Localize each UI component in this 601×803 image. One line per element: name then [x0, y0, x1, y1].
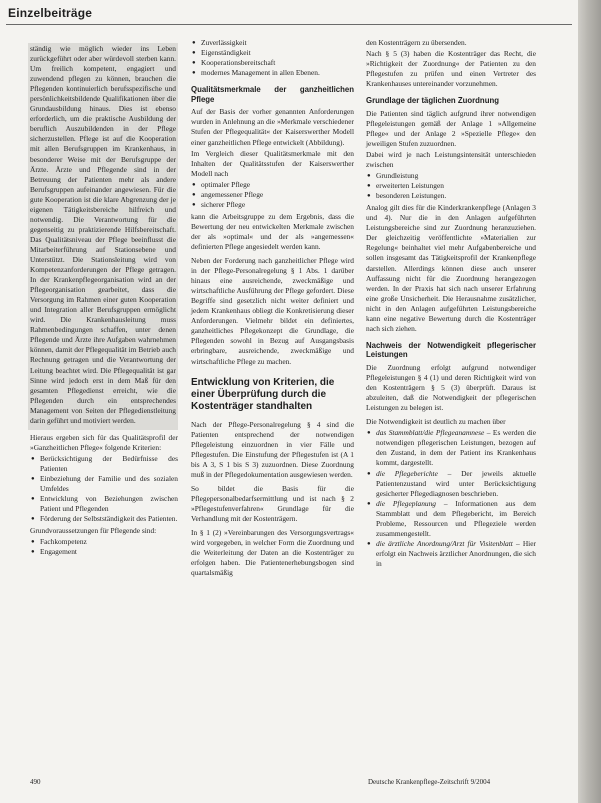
list-item: ● Zuverlässigkeit [201, 38, 354, 48]
list-item: ● Einbeziehung der Familie und des sozialen Umfeldes [40, 474, 178, 494]
item-text: – Der jeweils aktuelle Patientenzustand wird unter Berücksichtigung gesicherter Pflegediagnosen beschrieben. [376, 468, 536, 498]
item-text: – Hier erfolgt ein Nachweis ärztlicher Anordnungen, die sich in [376, 538, 536, 568]
list-item: ● Engagement [40, 547, 178, 557]
article-subheading: Entwicklung von Kriterien, die einer Überprüfung durch die Kostenträger standhalten [191, 376, 335, 413]
paragraph: Nach § 5 (3) haben die Kostenträger das Recht, die »Richtigkeit der Zuordnung« der Patienten zu den Pflegestufen zu prüfen und einen Vertreter des Krankenhauses untereinander vorzunehmen. [366, 49, 536, 89]
paragraph: Die Patienten sind täglich aufgrund ihrer notwendigen Pflegeleistungen gemäß der Anlage 1 »Allgemeine Pflege« und der Anlage 2 »Spezielle Pflege« den jeweiligen Stufen zuzuordnen. [366, 108, 536, 148]
paragraph: Neben der Forderung nach ganzheitlicher Pflege wird in der Pflege-Personalregelung § 1 Abs. 1 darüber hinaus eine ausreichende, zweckmäßige und wirtschaftliche Ausführung der Pflege gefordert. Diese Begriffe sind gesetzlich nicht weiter definiert und jedem Krankenhaus obliegt die Konkretisierung dieser Anforderungen. Vielmehr bildet ein definiertes, ganzheitliches Pflegekonzept die Grundlage, die Pflegenden sowohl in Bezug auf Ausgangsbasis erbringbare, ausreichende, zweckmäßige und wirtschaftliche Pflege zu machen. [191, 256, 354, 366]
list-item: ● angemessener Pflege [201, 190, 354, 200]
list-item [376, 539, 536, 569]
item-term: die Pflegeplanung [376, 498, 436, 508]
section-heading: Grundlage der täglichen Zuordnung [366, 96, 499, 106]
prereq-intro: Grundvoraussetzungen für Pflegende sind: [30, 526, 157, 536]
list-item [376, 499, 536, 539]
paragraph: Die Zuordnung erfolgt aufgrund notwendiger Pflegeleistungen § 4 (1) und deren Richtigkeit wird von den Kostenträgern § 5 (3) überprüft. Daraus ist abzuleiten, daß die Notwendigkeit der pflegerischen Leistungen zu belegen ist. [366, 363, 536, 413]
list-item: ● Entwicklung von Beziehungen zwischen Patient und Pflegenden [40, 494, 178, 514]
care-levels-list [191, 180, 354, 210]
list-item [376, 428, 536, 468]
list-item: ● Kooperationsbereitschaft [201, 58, 354, 68]
paragraph: Analog gilt dies für die Kinderkrankenpflege (Anlagen 3 und 4). Nur die in den Anlagen aufgeführten Leistungsbereiche sind zur Zuordnung heranzuziehen. Der gleichzeitig veröffentlichte »Materialien zur Regelung« beinhaltet viel mehr Aufgabenbereiche und sollen insgesamt das Tätigkeitsprofil der Krankenpflege darstellen. Allerdings können diese auch unserer Auffassung nicht für die Zuordnung herangezogen werden. In der Praxis hat sich nach unserer Erfahrung eine große Unsicherheit. Die Herausnahme zusätzlicher, nicht in den Anlagen aufgeführten Leistungsbereiche kann eine negative Bewertung durch die Kostenträger nach sich ziehen. [366, 203, 536, 333]
paragraph: Im Vergleich dieser Qualitätsmerkmale mit den Inhalten der Qualitätsstufen der Kaiserswerther Modell nach [191, 148, 354, 178]
column-1 [30, 43, 178, 559]
paragraph: kann die Arbeitsgruppe zu dem Ergebnis, dass die Bewertung der neu entwickelten Merkmale zwischen der als »optimal« und der als »angemessen« definierten Pflege angesiedelt werden kann. [191, 211, 354, 251]
criteria-intro: Hieraus ergeben sich für das Qualitätsprofil der »Ganzheitlichen Pflege« folgende Kriterien: [30, 432, 178, 452]
list-item: ● Grundleistung [376, 171, 536, 181]
list-item: ● Berücksichtigung der Bedürfnisse des Patienten [40, 454, 178, 474]
list-item: ● Fachkompetenz [40, 537, 178, 547]
list-item: ● optimaler Pflege [201, 180, 354, 190]
list-item: ● besonderen Leistungen. [376, 191, 536, 201]
paragraph: den Kostenträgern zu übersenden. [366, 38, 467, 47]
list-item: ● sicherer Pflege [201, 200, 354, 210]
page-edge [578, 0, 601, 803]
item-text: – Es werden die notwendigen pflegerischen Leistungen, bezogen auf den Zustand, in dem der Patient ins Krankenhaus kommt, dargestellt. [376, 428, 536, 468]
item-term: das Stammblatt/die Pflegeanamnese [376, 428, 485, 438]
section-heading: Qualitätsmerkmale der ganzheitlichen Pflege [191, 85, 354, 104]
header-rule [6, 24, 572, 25]
shaded-box [28, 43, 178, 430]
paragraph: Die Notwendigkeit ist deutlich zu machen über [366, 417, 506, 427]
qualities-list [191, 38, 354, 78]
list-item: ● Eigenständigkeit [201, 48, 354, 58]
section-heading: Nachweis der Notwendigkeit pflegerischer Leistungen [366, 340, 536, 360]
item-term: die Pflegeberichte [376, 468, 438, 478]
services-list [366, 171, 536, 201]
column-3 [366, 38, 536, 571]
evidence-list [366, 428, 536, 569]
paragraph: Nach der Pflege-Personalregelung § 4 sind die Patienten entsprechend der notwendigen Pflegeleistung einzuordnen in vier Fälle und Pflegestufen. Die Einstufung der Pflegestufen ist (A 1 bis A 3, S 1 bis S 3) zuzuordnen. Diese Zuordnung muß in der Pflegedokumentation ausgewiesen werden. [191, 419, 354, 479]
paragraph: In § 1 (2) »Vereinbarungen des Versorgungsvertrags« wird vorgegeben, in welcher Form die Zuordnung und die Weiterleitung der Daten an die Kostenträger zu erfolgen haben. Die Patientenerhebungsbogen sind quartalsmäßig [191, 528, 354, 578]
paragraph: Dabei wird je nach Leistungsintensität unterschieden zwischen [366, 150, 536, 170]
list-item: ● modernes Management in allen Ebenen. [201, 68, 354, 78]
prereq-list [30, 537, 178, 557]
list-item [376, 469, 536, 499]
section-header: Einzelbeiträge [8, 6, 93, 20]
boxed-paragraph: ständig wie möglich wieder ins Leben zurückgeführt oder aber würdevoll sterben kann. Um freilich kompetent, engagiert und zuwendend pflegen zu können, brauchen die Pflegenden kontinuierlich berufsspezifische und persönlichkeitsbildende Qualifikationen über die Grundausbildung hinaus. Dies ist ebenso erforderlich, um die praktische Ausbildung der beruflich Auszubildenden in der Pflege sicherzustellen. Pflege ist auf die Kooperation mit allen Berufsgruppen im Krankenhaus, in besonderer Weise mit der Berufsgruppe der Ärzte. Ärzte und Pflegende sind in der Betreuung der Patienten mehr als andere Berufsgruppen aufeinander angewiesen. Für die gute Kooperation ist die klare Abgrenzung der je eigenen Tätigkeitsbereiche hilfreich und notwendig. Die Verantwortung für die gegenseitig zu praktizierende Hilfsbereitschaft. Das Qualitätsniveau der Pflege beeinflusst die Mitarbeiterführung auf Stationsebene und Unterstützt. Die Stationsleitung wird von Kompetenzanforderungen der Pflege getragen. In der Krankenpflegeorganisation wird an der Pflegeorganisation gearbeitet, dass die Versorgung im Rahmen einer guten Kooperation und Integration aller Berufsgruppen ermöglicht wird. Die Krankenhausleitung muss Rahmenbedingungen schaffen, unter denen Pflegende und Ärzte ihre Aufgaben wahrnehmen können, damit der Pflegequalität im Betrieb auch Rechnung getragen und die Verantwortung der Leitung beachtet wird. Die Pflegequalität ist gar Sinne wird jedoch erst in dem Maß für den gesamten Pflegedienst erreicht, wie die Pflegenden durch ein entsprechendes Management von Seiten der Pflegedienstleitung darin geführt und motiviert werden. [30, 44, 176, 425]
list-item: ● erweiterten Leistungen [376, 181, 536, 191]
item-term: die ärztliche Anordnung/Arzt für Visitenblatt [376, 538, 513, 548]
page-number: 490 [30, 778, 41, 786]
paragraph: Auf der Basis der vorher genannten Anforderungen wurden in Anlehnung an die »Merkmale verschiedener Stufen der Pflegequalität« der Kaiserswerther Modell einer ganzheitlichen Pflege entwickelt (Abbildung). [191, 107, 354, 147]
list-item: ● Förderung der Selbstständigkeit des Patienten. [40, 514, 178, 524]
item-text: – Informationen aus dem Stammblatt und dem Pflegebericht, im Bereich Probleme, Ressourcen und Pflegeziele werden zusammengestellt. [376, 498, 536, 538]
criteria-list [30, 454, 178, 524]
paragraph: So bildet die Basis für die Pflegepersonalbedarfsermittlung und ist nach § 2 »Pflegestufenverfahren« Grundlage für die Verhandlung mit der Kostenträgern. [191, 484, 354, 524]
journal-citation: Deutsche Krankenpflege-Zeitschrift 9/2004 [368, 778, 491, 786]
column-2 [191, 38, 354, 579]
